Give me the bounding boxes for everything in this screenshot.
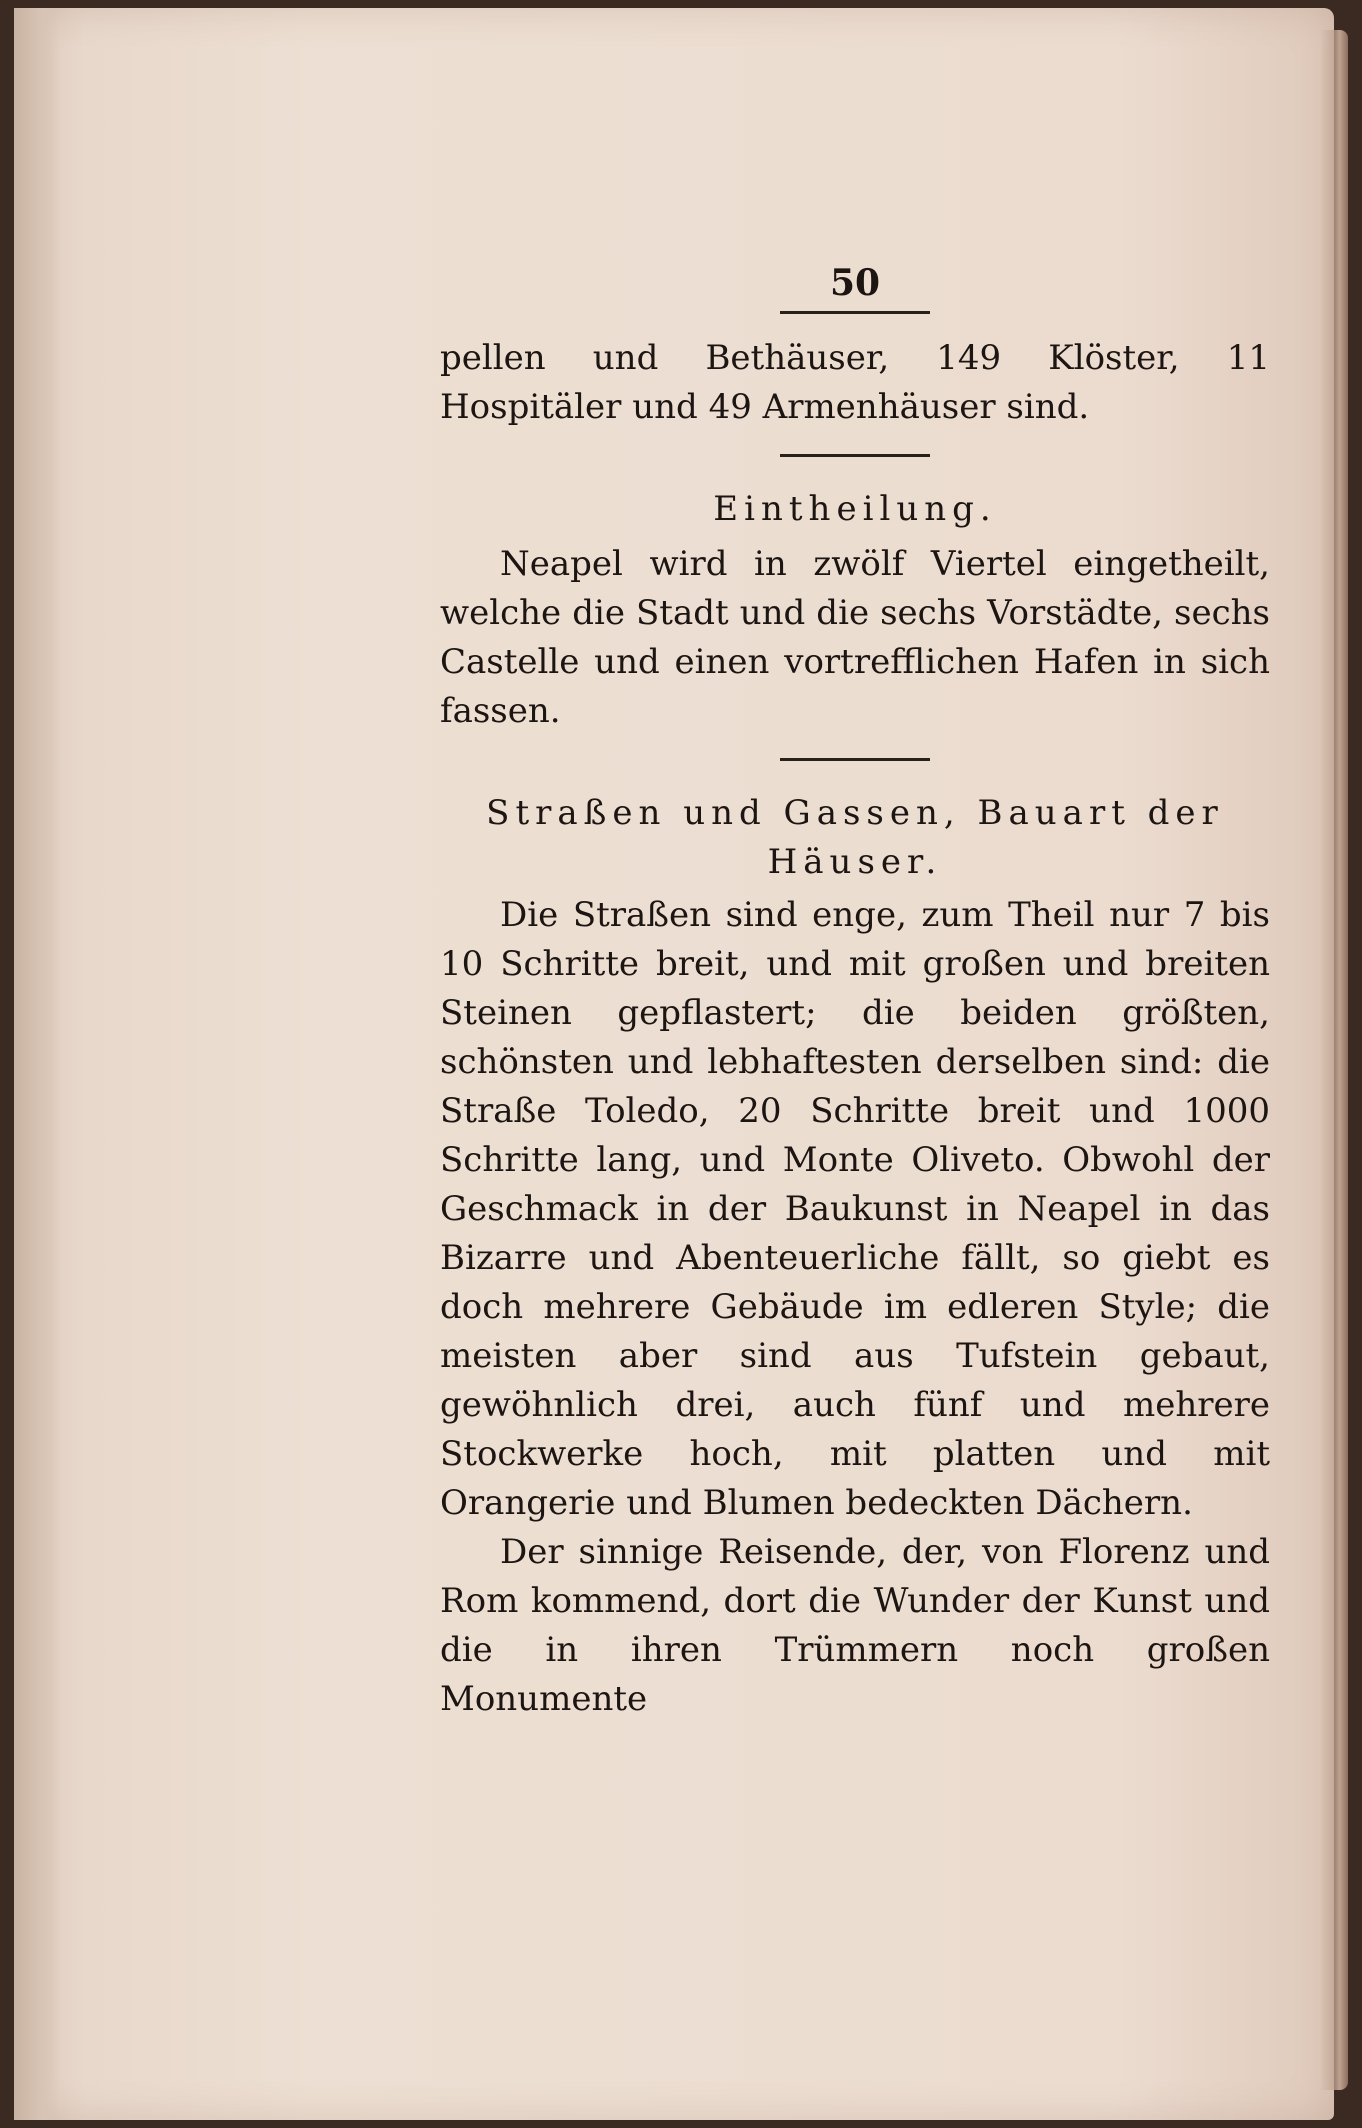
header-rule [780, 311, 930, 314]
paragraph-strassen: Die Straßen sind enge, zum Theil nur 7 bis 10 Schritte breit, und mit großen und breiten Steinen gepflastert; die beiden größten, schönsten und lebhaftesten derselben sind: die Straße Toledo, 20 Schritte breit und 1000 Schritte lang, und Monte Oliveto. Obwohl der Geschmack in der Baukunst in Neapel in das Bizarre und Abenteuerliche fällt, so giebt es doch mehrere Gebäude im edleren Style; die meisten aber sind aus Tufstein gebaut, gewöhnlich drei, auch fünf und mehrere Stockwerke hoch, mit platten und mit Orangerie und Blumen bedeckten Dächern. [440, 895, 1270, 1523]
paragraph-reisende: Der sinnige Reisende, der, von Florenz und Rom kommend, dort die Wunder der Kunst und die in ihren Trümmern noch großen Monumente [440, 1532, 1270, 1719]
continuation-paragraph: pellen und Bethäuser, 149 Klöster, 11 Hospitäler und 49 Armenhäuser sind. [440, 338, 1270, 427]
heading-line-1: Straßen und Gassen, Bauart der [486, 793, 1224, 833]
text-block [440, 255, 1270, 1724]
section-divider [780, 758, 930, 761]
page-gutter [14, 8, 60, 2120]
section-heading-eintheilung: Eintheilung. [713, 489, 997, 529]
heading-line-2: Häuser. [767, 842, 943, 882]
paragraph-eintheilung: Neapel wird in zwölf Viertel eingetheilt, welche die Stadt und die sechs Vorstädte, sechs Castelle und einen vortrefflichen Hafen in sich fassen. [440, 544, 1270, 731]
page-edge [1320, 30, 1348, 2090]
page-number: 50 [829, 262, 881, 304]
section-divider [780, 454, 930, 457]
section-heading-strassen [440, 789, 1270, 887]
